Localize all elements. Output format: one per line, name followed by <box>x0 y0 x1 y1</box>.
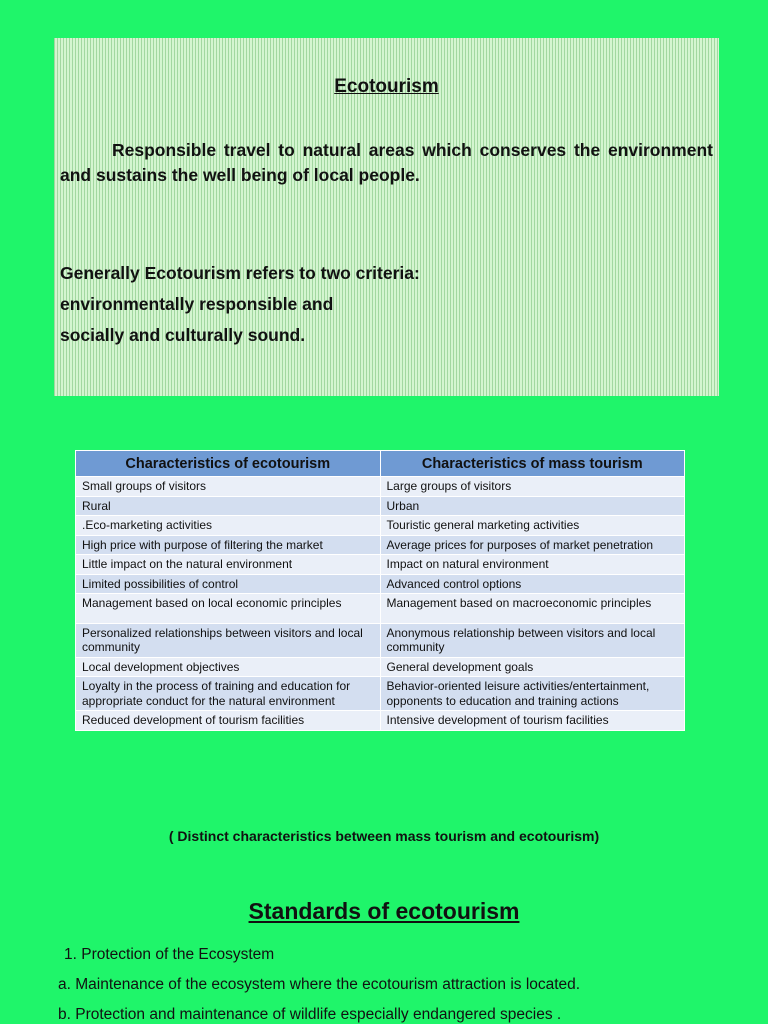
table-cell: Touristic general marketing activities <box>380 516 685 536</box>
table-cell: Little impact on the natural environment <box>76 555 381 575</box>
criteria-heading: Generally Ecotourism refers to two criteria: <box>60 263 420 283</box>
standards-item-a: a. Maintenance of the ecosystem where the ecotourism attraction is located. <box>58 976 581 993</box>
table-cell: Management based on macroeconomic principles <box>380 594 685 624</box>
table-header-row <box>76 451 685 477</box>
table-cell: Loyalty in the process of training and education for appropriate conduct for the natural environment <box>76 677 381 711</box>
column-header-mass-tourism: Characteristics of mass tourism <box>380 451 685 477</box>
table-row <box>76 555 685 575</box>
table-cell: Local development objectives <box>76 657 381 677</box>
table-row <box>76 623 685 657</box>
table-cell: Small groups of visitors <box>76 477 381 497</box>
table-cell: Behavior-oriented leisure activities/entertainment, opponents to education and training actions <box>380 677 685 711</box>
table-cell: Anonymous relationship between visitors and local community <box>380 623 685 657</box>
table-row <box>76 535 685 555</box>
intro-box <box>54 38 719 396</box>
table-cell: General development goals <box>380 657 685 677</box>
table-cell: Advanced control options <box>380 574 685 594</box>
standards-item-1: 1. Protection of the Ecosystem <box>64 946 275 963</box>
comparison-table <box>75 450 685 731</box>
table-cell: Rural <box>76 496 381 516</box>
standards-item-b: b. Protection and maintenance of wildlife especially endangered species . <box>58 1006 562 1023</box>
criteria-list <box>60 258 420 351</box>
page-title: Ecotourism <box>334 76 439 97</box>
table-cell: Urban <box>380 496 685 516</box>
table-row <box>76 516 685 536</box>
table-cell: Management based on local economic principles <box>76 594 381 624</box>
table-row <box>76 594 685 624</box>
table-cell: Limited possibilities of control <box>76 574 381 594</box>
table-caption: ( Distinct characteristics between mass tourism and ecotourism) <box>168 828 600 844</box>
table-row <box>76 677 685 711</box>
table-cell: Intensive development of tourism facilities <box>380 711 685 731</box>
table-cell: Personalized relationships between visitors and local community <box>76 623 381 657</box>
table-row <box>76 477 685 497</box>
table-row <box>76 711 685 731</box>
table-cell: High price with purpose of filtering the market <box>76 535 381 555</box>
table-cell: Large groups of visitors <box>380 477 685 497</box>
definition-text: Responsible travel to natural areas which conserves the environment and sustains the well being of local people. <box>60 140 713 185</box>
criteria-item: environmentally responsible and <box>60 294 334 314</box>
standards-title: Standards of ecotourism <box>248 898 520 924</box>
table-cell: Impact on natural environment <box>380 555 685 575</box>
table-row <box>76 657 685 677</box>
table-cell: Reduced development of tourism facilities <box>76 711 381 731</box>
table-row <box>76 574 685 594</box>
table-row <box>76 496 685 516</box>
column-header-ecotourism: Characteristics of ecotourism <box>76 451 381 477</box>
table-cell: .Eco-marketing activities <box>76 516 381 536</box>
criteria-item: socially and culturally sound. <box>60 325 306 345</box>
table-cell: Average prices for purposes of market penetration <box>380 535 685 555</box>
